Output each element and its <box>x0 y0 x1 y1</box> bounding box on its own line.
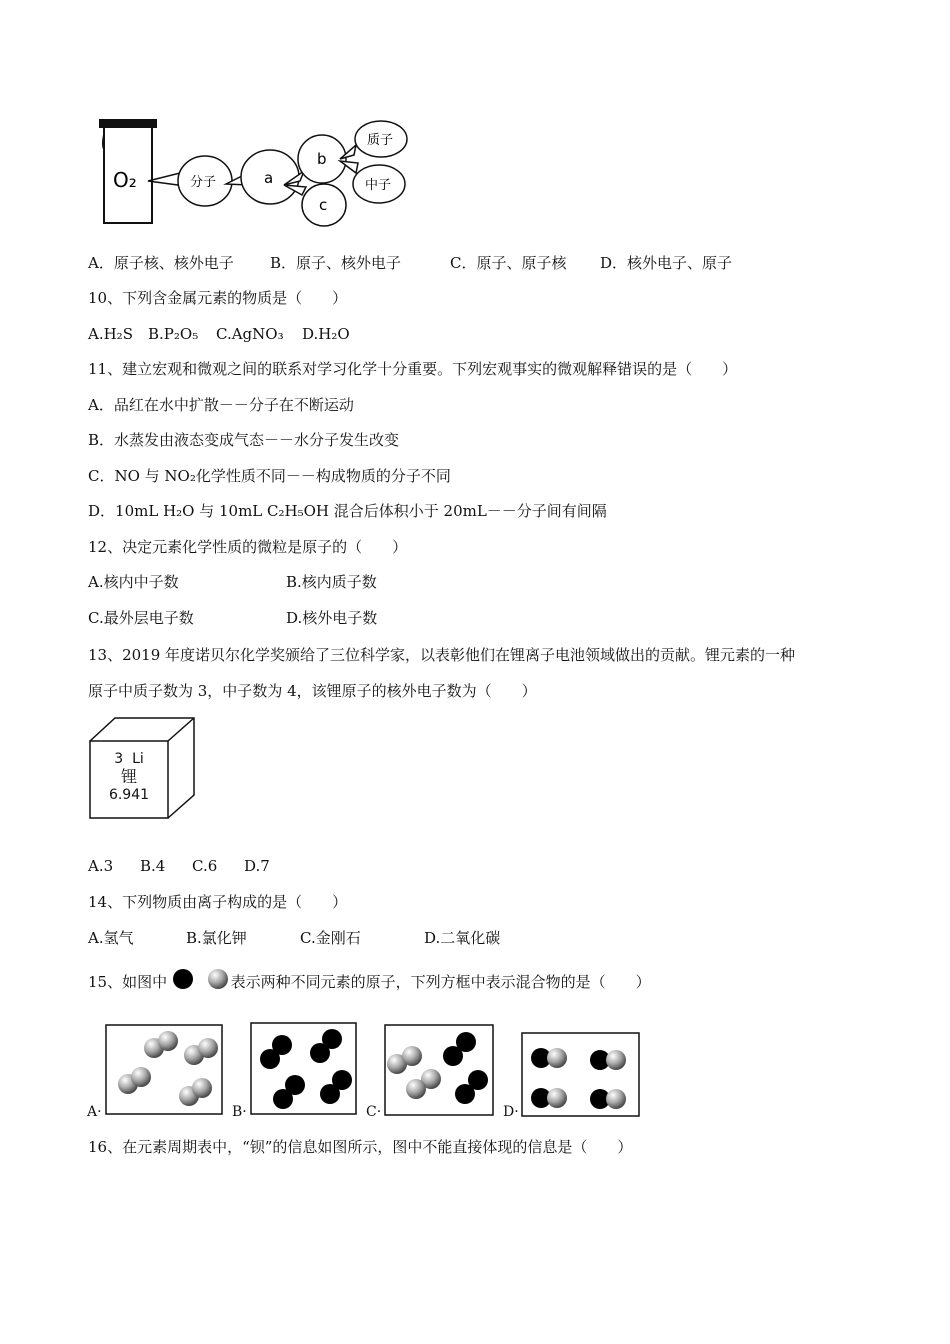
q14-options <box>88 928 500 948</box>
q11-option-a[interactable]: A．品红在水中扩散－－分子在不断运动 <box>88 396 354 414</box>
particle-relationship-diagram <box>90 115 420 230</box>
q13-stem-line1: 13、2019 年度诺贝尔化学奖颁给了三位科学家，以表彰他们在锂离子电池领域做出的贡献。锂元素的一种 <box>88 646 796 664</box>
q12-options-row2 <box>88 608 377 628</box>
q12-option-d[interactable]: D.核外电子数 <box>286 609 378 627</box>
q13-option-c[interactable]: C.6 <box>192 857 218 875</box>
grey-atom-icon <box>207 968 229 990</box>
molecule-label: 分子 <box>190 175 217 190</box>
q15-box-b[interactable] <box>251 1023 356 1114</box>
q14-stem: 14、下列物质由离子构成的是（ ） <box>88 893 348 911</box>
q9-option-c[interactable]: C．原子、原子核 <box>450 254 567 272</box>
q15-stem <box>88 968 651 992</box>
q13-option-b[interactable]: B.4 <box>140 857 166 875</box>
proton-label: 质子 <box>367 133 394 148</box>
q11-option-c[interactable]: C．NO 与 NO₂化学性质不同－－构成物质的分子不同 <box>88 467 451 485</box>
neutron-label: 中子 <box>365 178 392 193</box>
q15-label-a: A· <box>87 1104 102 1120</box>
dark-atom-icon <box>172 968 194 990</box>
q14-option-b[interactable]: B.氯化钾 <box>186 929 247 947</box>
q13-option-d[interactable]: D.7 <box>244 857 270 875</box>
bottle-label: O₂ <box>113 168 137 192</box>
element-symbol: Li <box>132 751 144 767</box>
q16-stem: 16、在元素周期表中，“钡”的信息如图所示，图中不能直接体现的信息是（ ） <box>88 1138 633 1156</box>
q12-option-a[interactable]: A.核内中子数 <box>88 573 179 591</box>
q14-option-d[interactable]: D.二氧化碳 <box>424 929 501 947</box>
q15-box-c[interactable] <box>385 1025 493 1115</box>
element-number-symbol <box>90 750 168 768</box>
node-a: a <box>264 169 274 187</box>
q10-option-a[interactable]: A.H₂S <box>88 325 133 343</box>
lithium-element-card <box>88 716 196 820</box>
q14-option-c[interactable]: C.金刚石 <box>300 929 361 947</box>
q11-option-d[interactable]: D．10mL H₂O 与 10mL C₂H₅OH 混合后体积小于 20mL－－分子间有间隔 <box>88 502 607 520</box>
q9-option-a[interactable]: A．原子核、核外电子 <box>88 254 234 272</box>
q10-option-b[interactable]: B.P₂O₅ <box>148 325 199 343</box>
q9-option-d[interactable]: D．核外电子、原子 <box>600 254 733 272</box>
node-b: b <box>317 150 327 168</box>
q15-label-d: D· <box>503 1104 519 1120</box>
q10-stem: 10、下列含金属元素的物质是（ ） <box>88 289 348 307</box>
q13-option-a[interactable]: A.3 <box>88 857 114 875</box>
q10-option-c[interactable]: C.AgNO₃ <box>216 325 284 343</box>
q12-option-b[interactable]: B.核内质子数 <box>286 573 377 591</box>
q15-stem-suffix: 表示两种不同元素的原子，下列方框中表示混合物的是（ ） <box>230 973 651 991</box>
q15-label-c: C· <box>366 1104 382 1120</box>
node-c: c <box>319 196 328 214</box>
q10-options <box>88 324 350 344</box>
q15-label-b: B· <box>232 1104 247 1120</box>
q13-stem-line2: 原子中质子数为 3，中子数为 4，该锂原子的核外电子数为（ ） <box>88 682 537 700</box>
element-atomic-number: 3 <box>114 751 124 767</box>
q15-stem-prefix: 15、如图中 <box>88 973 168 991</box>
q13-options <box>88 856 270 876</box>
q9-option-b[interactable]: B．原子、核外电子 <box>270 254 402 272</box>
q9-options <box>88 253 732 273</box>
q14-option-a[interactable]: A.氢气 <box>88 929 134 947</box>
q11-stem: 11、建立宏观和微观之间的联系对学习化学十分重要。下列宏观事实的微观解释错误的是（ ） <box>88 360 738 378</box>
q10-option-d[interactable]: D.H₂O <box>302 325 350 343</box>
element-mass: 6.941 <box>108 787 150 803</box>
q15-box-a[interactable] <box>106 1025 222 1114</box>
q12-option-c[interactable]: C.最外层电子数 <box>88 609 194 627</box>
q11-option-b[interactable]: B．水蒸发由液态变成气态－－水分子发生改变 <box>88 431 400 449</box>
q12-options-row1 <box>88 572 377 592</box>
q15-box-d[interactable] <box>522 1033 639 1116</box>
q12-stem: 12、决定元素化学性质的微粒是原子的（ ） <box>88 538 408 556</box>
element-name: 锂 <box>120 767 137 786</box>
